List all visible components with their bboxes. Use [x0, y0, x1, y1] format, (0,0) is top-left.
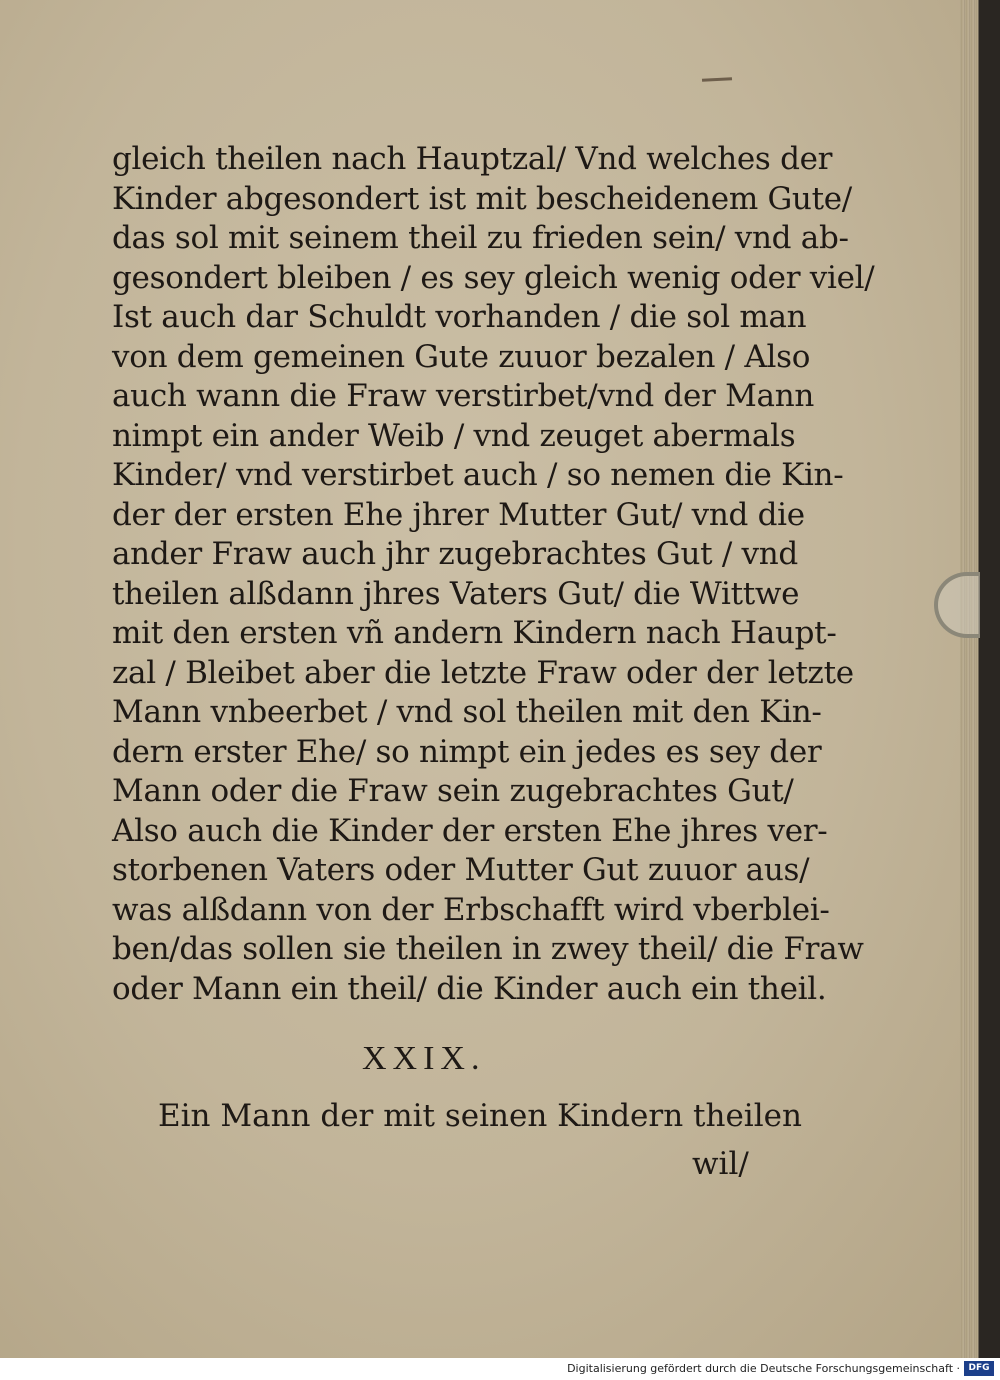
text-line: oder Mann ein theil/ die Kinder auch ein theil. — [112, 970, 827, 1007]
text-line: Also auch die Kinder der ersten Ehe jhres ver- — [112, 812, 828, 849]
text-line: nimpt ein ander Weib / vnd zeuget abermals — [112, 417, 796, 454]
text-line: Mann oder die Fraw sein zugebrachtes Gut/ — [112, 773, 794, 809]
funding-credit: Digitalisierung gefördert durch die Deutsche Forschungsgemeinschaft · — [567, 1362, 960, 1375]
text-line: Ist auch dar Schuldt vorhanden / die sol man — [112, 299, 807, 335]
text-line: das sol mit seinem theil zu frieden sein/ vnd ab- — [112, 220, 849, 256]
text-line: mit den ersten vñ andern Kindern nach Haupt- — [112, 615, 837, 651]
text-line: Kinder/ vnd verstirbet auch / so nemen die Kin- — [112, 457, 844, 493]
text-line: storbenen Vaters oder Mutter Gut zuuor aus/ — [112, 852, 810, 888]
section-number: XXIX. — [362, 1040, 486, 1077]
text-line: auch wann die Fraw verstirbet/vnd der Mann — [112, 378, 815, 414]
text-line: ben/das sollen sie theilen in zwey theil/ die Fraw — [112, 931, 864, 967]
text-line: von dem gemeinen Gute zuuor bezalen / Also — [112, 338, 811, 375]
text-line: theilen alßdann jhres Vaters Gut/ die Wittwe — [112, 575, 800, 612]
dfg-logo-icon: DFG — [964, 1361, 994, 1376]
text-line: was alßdann von der Erbschafft wird vberblei- — [112, 891, 830, 928]
text-line: gesondert bleiben / es sey gleich wenig oder viel/ — [112, 259, 875, 296]
text-line: Mann vnbeerbet / vnd sol theilen mit den Kin- — [112, 694, 822, 730]
section-heading: Ein Mann der mit seinen Kindern theilen — [158, 1098, 802, 1134]
text-line: gleich theilen nach Hauptzal/ Vnd welches der — [112, 141, 833, 177]
footer-bar — [0, 1358, 1000, 1380]
text-line: Kinder abgesondert ist mit bescheidenem Gute/ — [112, 180, 852, 217]
page-stack-edge — [960, 0, 978, 1358]
text-line: dern erster Ehe/ so nimpt ein jedes es sey der — [112, 733, 822, 770]
text-line: zal / Bleibet aber die letzte Fraw oder der letzte — [112, 654, 854, 691]
text-line: ander Fraw auch jhr zugebrachtes Gut / vnd — [112, 536, 798, 572]
catchword: wil/ — [692, 1146, 749, 1182]
ink-mark — [702, 77, 732, 82]
text-line: der der ersten Ehe jhrer Mutter Gut/ vnd die — [112, 496, 805, 533]
body-text — [112, 140, 875, 1009]
